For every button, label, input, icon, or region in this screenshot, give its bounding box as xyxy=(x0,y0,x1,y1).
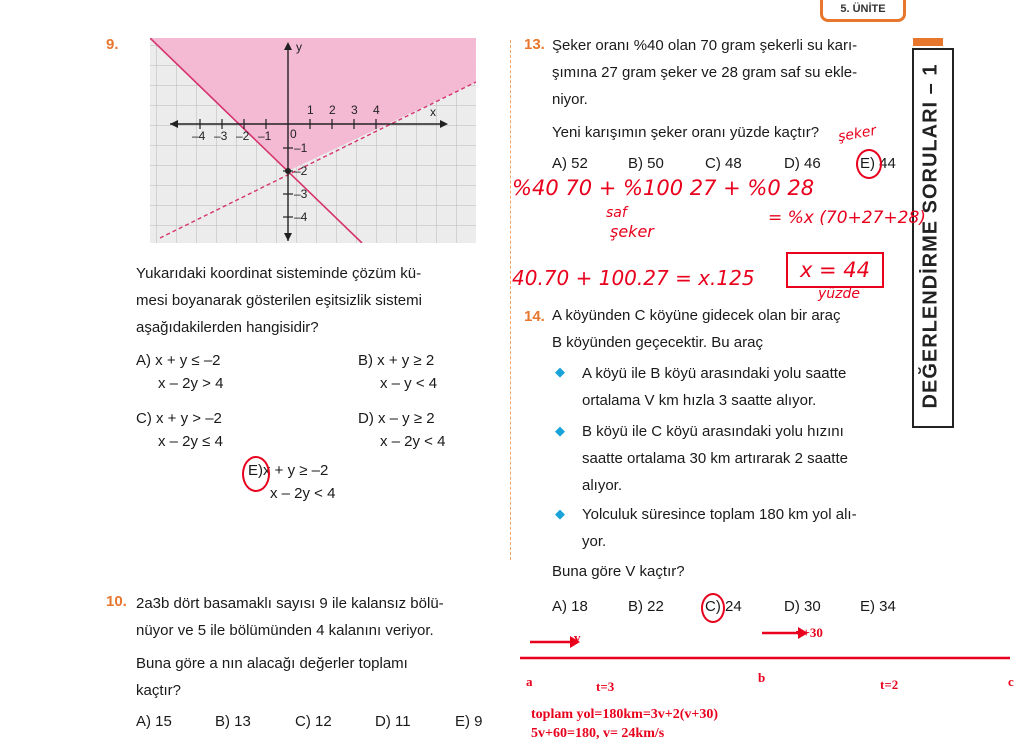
hw-time-1: t=3 xyxy=(596,679,615,694)
x-tick-1: 1 xyxy=(307,103,314,117)
hw-yuzde: yüzde xyxy=(818,286,861,302)
q10-text-line: 2a3b dört basamaklı sayısı 9 ile kalansız bölü- xyxy=(136,595,444,612)
bullet-diamond-icon: ◆ xyxy=(555,364,565,379)
x-tick-4: 4 xyxy=(373,103,380,117)
q14-option-d[interactable]: D) 30 xyxy=(784,598,821,615)
hw-solution-1: toplam yol=180km=3v+2(v+30) xyxy=(531,707,719,722)
option-line: x – 2y > 4 xyxy=(158,375,224,392)
option-letter: E) xyxy=(248,462,263,479)
hw-label-v30: v+30 xyxy=(796,625,823,640)
q14-bullet-1 xyxy=(582,360,912,414)
q14-option-e[interactable]: E) 34 xyxy=(860,598,896,615)
hw-point-c: c xyxy=(1008,674,1014,689)
q14-intro xyxy=(552,302,912,356)
q14-bullet-3 xyxy=(582,501,912,555)
q9-text-line: aşağıdakilerden hangisidir? xyxy=(136,319,319,336)
q13-text-line: Yeni karışımın şeker oranı yüzde kaçtır? xyxy=(552,124,820,141)
option-line: x – y < 4 xyxy=(380,375,438,392)
hw-point-a: a xyxy=(526,674,533,689)
answer-circle-q13 xyxy=(856,149,882,179)
q14-question: Buna göre V kaçtır? xyxy=(552,563,685,580)
hw-solution-2: 5v+60=180, v= 24km/s xyxy=(531,726,665,741)
q14-intro-line: B köyünden geçecektir. Bu araç xyxy=(552,334,763,351)
unit-tab-label: 5. ÜNİTE xyxy=(840,3,886,15)
x-tick-3: 3 xyxy=(351,103,358,117)
intersection-point xyxy=(285,168,291,174)
bullet-diamond-icon: ◆ xyxy=(555,423,565,438)
origin-label: 0 xyxy=(290,127,297,141)
q13-option-a[interactable]: A) 52 xyxy=(552,155,588,172)
q9-number: 9. xyxy=(106,36,119,53)
hw-answer-box: x = 44 xyxy=(786,252,884,288)
q9-text xyxy=(136,260,496,341)
column-divider xyxy=(510,40,511,560)
q10-text-line: Buna göre a nın alacağı değerler toplamı xyxy=(136,655,408,672)
option-line: x + y ≥ 2 xyxy=(377,352,435,369)
option-line: x – 2y < 4 xyxy=(270,485,336,502)
y-label: y xyxy=(296,40,302,54)
x-tick-neg2: –2 xyxy=(236,129,250,143)
hw-diagram xyxy=(520,624,1020,664)
hw-point-b: b xyxy=(758,670,766,685)
option-letter: C) xyxy=(136,410,152,427)
hw-eq1: %40 70 + %100 27 + %0 28 xyxy=(512,176,815,200)
bullet-line: Yolculuk süresince toplam 180 km yol alı- xyxy=(582,506,857,523)
q9-option-b[interactable] xyxy=(358,352,437,392)
sidebar-accent xyxy=(913,38,943,46)
hw-eq2: = %x (70+27+28) xyxy=(768,208,926,228)
q10-text xyxy=(136,590,496,704)
bullet-line: A köyü ile B köyü arasındaki yolu saatte xyxy=(582,365,847,382)
q10-option-a[interactable]: A) 15 xyxy=(136,713,172,730)
y-tick-neg2: –2 xyxy=(294,164,308,178)
option-line: x + y ≥ –2 xyxy=(263,462,329,479)
q9-graph xyxy=(150,38,476,243)
hw-eq3: 40.70 + 100.27 = x.125 xyxy=(512,266,755,290)
q14-option-b[interactable]: B) 22 xyxy=(628,598,664,615)
q14-option-a[interactable]: A) 18 xyxy=(552,598,588,615)
q9-text-line: Yukarıdaki koordinat sisteminde çözüm kü- xyxy=(136,265,422,282)
option-line: x + y > –2 xyxy=(156,410,222,427)
option-letter: B) xyxy=(358,352,373,369)
q10-number: 10. xyxy=(106,593,127,610)
hw-saf: saf xyxy=(606,205,627,221)
option-letter: A) xyxy=(136,352,151,369)
q9-option-a[interactable] xyxy=(136,352,223,392)
hw-seker2: şeker xyxy=(610,222,654,241)
hw-seker: şeker xyxy=(836,122,878,146)
q10-option-c[interactable]: C) 12 xyxy=(295,713,332,730)
option-letter: D) xyxy=(358,410,374,427)
x-tick-neg3: –3 xyxy=(214,129,228,143)
x-label: x xyxy=(430,105,436,119)
bullet-line: B köyü ile C köyü arasındaki yolu hızını xyxy=(582,423,844,440)
bullet-line: ortalama V km hızla 3 saatte alıyor. xyxy=(582,392,817,409)
option-line: x + y ≤ –2 xyxy=(155,352,221,369)
q10-option-d[interactable]: D) 11 xyxy=(375,713,411,730)
option-line: x – 2y ≤ 4 xyxy=(158,433,223,450)
bullet-line: saatte ortalama 30 km artırarak 2 saatte xyxy=(582,450,848,467)
bullet-line: yor. xyxy=(582,533,607,550)
hw-label-v: v xyxy=(574,630,581,645)
q13-option-b[interactable]: B) 50 xyxy=(628,155,664,172)
q14-number: 14. xyxy=(524,308,545,325)
bullet-line: alıyor. xyxy=(582,477,623,494)
q14-bullet-2 xyxy=(582,418,912,499)
q13-option-d[interactable]: D) 46 xyxy=(784,155,821,172)
q9-option-c[interactable] xyxy=(136,410,223,450)
q13-option-e[interactable]: E) 44 xyxy=(860,155,896,172)
q10-text-line: kaçtır? xyxy=(136,682,182,699)
y-tick-neg3: –3 xyxy=(294,187,308,201)
q10-option-b[interactable]: B) 13 xyxy=(215,713,251,730)
q13-text-line: niyor. xyxy=(552,91,588,108)
q10-option-e[interactable]: E) 9 xyxy=(455,713,483,730)
q10-text-line: nüyor ve 5 ile bölümünden 4 kalanını veriyor. xyxy=(136,622,434,639)
q9-option-d[interactable] xyxy=(358,410,445,450)
q9-text-line: mesi boyanarak gösterilen eşitsizlik sistemi xyxy=(136,292,422,309)
y-tick-neg4: –4 xyxy=(294,210,308,224)
x-tick-neg1: –1 xyxy=(258,129,272,143)
q13-text-line: Şeker oranı %40 olan 70 gram şekerli su karı- xyxy=(552,37,858,54)
q14-intro-line: A köyünden C köyüne gidecek olan bir araç xyxy=(552,307,841,324)
q13-number: 13. xyxy=(524,36,545,53)
bullet-diamond-icon: ◆ xyxy=(555,506,565,521)
q13-text-line: şımına 27 gram şeker ve 28 gram saf su ekle- xyxy=(552,64,858,81)
sidebar-label: DEĞERLENDİRME SORULARI – 1 xyxy=(919,63,942,409)
x-tick-neg4: –4 xyxy=(192,129,206,143)
option-line: x – y ≥ 2 xyxy=(378,410,435,427)
y-tick-neg1: –1 xyxy=(294,141,308,155)
answer-circle-q9 xyxy=(242,456,270,492)
x-tick-2: 2 xyxy=(329,103,336,117)
unit-tab xyxy=(820,0,906,22)
hw-time-2: t=2 xyxy=(880,677,899,692)
answer-circle-q14 xyxy=(701,593,725,623)
q14-option-c[interactable]: C) 24 xyxy=(705,598,742,615)
q13-option-c[interactable]: C) 48 xyxy=(705,155,742,172)
option-line: x – 2y < 4 xyxy=(380,433,446,450)
